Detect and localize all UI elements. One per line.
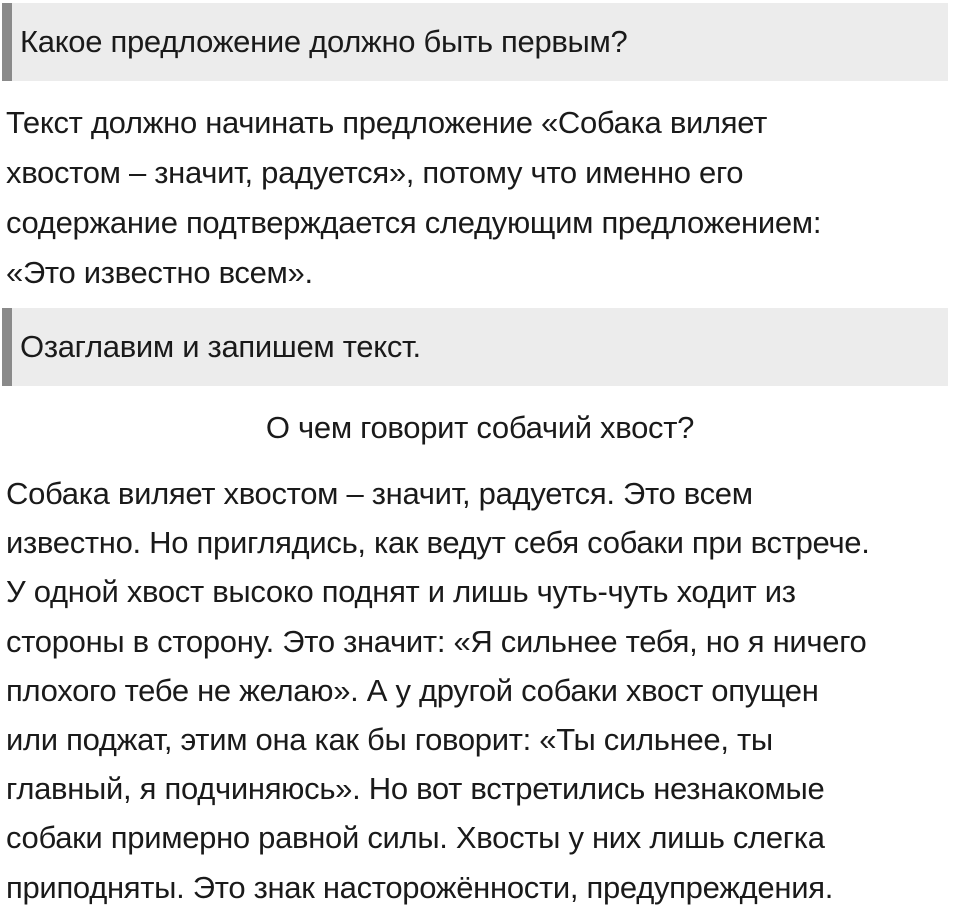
section-heading-text: Какое предложение должно быть первым? [20,24,628,59]
story-paragraph: Собака виляет хвостом – значит, радуется. Это всем известно. Но приглядись, как ведут себя собаки при встрече. У одной хвост высоко поднят и лишь чуть-чуть ходит из стороны в сторону. Это значит: «Я сильнее тебя, но я ничего плохого тебе не желаю». А у другой собаки хвост опущен или поджат, этим она как бы говорит: «Ты сильнее, ты главный, я подчиняюсь». Но вот встретились незнакомые собаки примерно равной силы. Хвосты у них лишь слегка приподняты. Это знак насторожённости, предупреждения. [6,476,870,905]
answer-paragraph: Текст должно начинать предложение «Собака виляет хвостом – значит, радуется», потому что именно его содержание подтверждается следующим предложением: «Это известно всем». [6,105,822,290]
section-heading-first-sentence [2,3,948,81]
section-heading-title-and-write [2,308,948,386]
story-title: О чем говорит собачий хвост? [265,410,695,445]
section-heading-text: Озаглавим и запишем текст. [20,329,421,364]
